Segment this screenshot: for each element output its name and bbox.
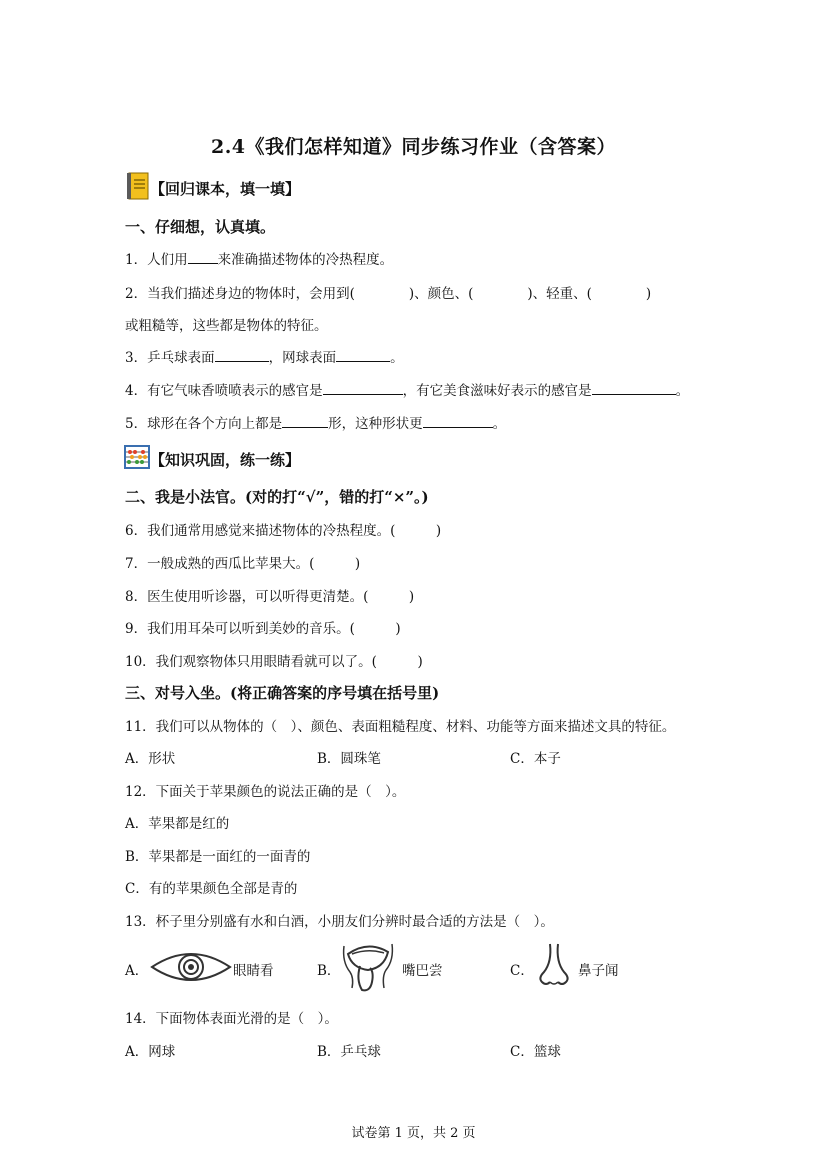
q13-option-c-prefix[interactable]: C． — [510, 963, 534, 979]
eye-icon — [150, 947, 232, 991]
page-title: 2.4《我们怎样知道》同步练习作业（含答案） — [210, 136, 617, 158]
question-11-stem: 11．我们可以从物体的（ ）、颜色、表面粗糙程度、材料、功能等方面来描述文具的特征。 — [125, 719, 676, 735]
q14-option-b[interactable]: B．乒乓球 — [317, 1044, 381, 1060]
question-7: 7．一般成熟的西瓜比苹果大。( ) — [125, 556, 361, 572]
page-footer: 试卷第 1 页，共 2 页 — [351, 1126, 476, 1141]
q14-option-a[interactable]: A．网球 — [125, 1044, 176, 1060]
q13-option-a-text: 眼睛看 — [233, 963, 274, 979]
q12-option-a[interactable]: A．苹果都是红的 — [125, 816, 230, 832]
q4-post: 。 — [675, 383, 690, 399]
question-2-line1: 2．当我们描述身边的物体时，会用到( )、颜色、( )、轻重、( ) — [125, 286, 652, 302]
question-12-stem: 12．下面关于苹果颜色的说法正确的是（ ）。 — [125, 784, 406, 800]
answer-blank[interactable] — [188, 249, 218, 264]
question-8: 8．医生使用听诊器，可以听得更清楚。( ) — [125, 589, 415, 605]
question-1 — [125, 248, 393, 268]
notebook-icon — [127, 172, 149, 204]
q11-option-a[interactable]: A．形状 — [125, 751, 176, 767]
part3-title: 三、对号入坐。(将正确答案的序号填在括号里) — [125, 684, 440, 702]
nose-icon — [534, 942, 574, 992]
q5-post: 。 — [492, 416, 507, 432]
q3-post: 。 — [390, 350, 404, 366]
q4-mid: ，有它美食滋味好表示的感官是 — [402, 383, 592, 399]
question-13-stem: 13．杯子里分别盛有水和白酒，小朋友们分辨时最合适的方法是（ ）。 — [125, 914, 554, 930]
q3-mid: ，网球表面 — [268, 350, 337, 366]
answer-blank[interactable] — [592, 380, 676, 395]
question-5 — [125, 412, 506, 432]
q14-option-c[interactable]: C．篮球 — [510, 1044, 561, 1060]
q13-option-b-text: 嘴巴尝 — [402, 963, 443, 979]
question-6: 6．我们通常用感觉来描述物体的冷热程度。( ) — [125, 523, 442, 539]
q1-post: 来准确描述物体的冷热程度。 — [217, 252, 394, 268]
question-9: 9．我们用耳朵可以听到美妙的音乐。( ) — [125, 621, 401, 637]
answer-blank[interactable] — [282, 413, 328, 428]
answer-blank[interactable] — [323, 380, 403, 395]
answer-blank[interactable] — [336, 347, 390, 362]
section1-header: 【回归课本，填一填】 — [150, 180, 301, 198]
question-3 — [125, 346, 404, 366]
answer-blank[interactable] — [423, 413, 493, 428]
part1-title: 一、仔细想，认真填。 — [125, 218, 276, 236]
part2-title: 二、我是小法官。(对的打“√”，错的打“×”。) — [125, 488, 429, 506]
q3-pre: 3．乒乓球表面 — [125, 350, 215, 366]
q1-pre: 1．人们用 — [125, 252, 188, 268]
q12-option-b[interactable]: B．苹果都是一面红的一面青的 — [125, 849, 311, 865]
q12-option-c[interactable]: C．有的苹果颜色全部是青的 — [125, 881, 298, 897]
q13-option-c-text: 鼻子闻 — [578, 963, 619, 979]
section2-header: 【知识巩固，练一练】 — [150, 451, 301, 469]
q5-mid: 形，这种形状更 — [328, 416, 423, 432]
question-2-line2: 或粗糙等，这些都是物体的特征。 — [125, 318, 328, 334]
q13-option-a-prefix[interactable]: A． — [125, 963, 149, 979]
question-10: 10．我们观察物体只用眼睛看就可以了。( ) — [125, 654, 423, 670]
question-4 — [125, 379, 689, 399]
answer-blank[interactable] — [215, 347, 269, 362]
q13-option-b-prefix[interactable]: B． — [317, 963, 341, 979]
mouth-tongue-icon — [340, 938, 396, 998]
q4-pre: 4．有它气味香喷喷表示的感官是 — [125, 383, 323, 399]
q5-pre: 5．球形在各个方向上都是 — [125, 416, 283, 432]
q11-option-b[interactable]: B．圆珠笔 — [317, 751, 381, 767]
question-14-stem: 14．下面物体表面光滑的是（ ）。 — [125, 1011, 338, 1027]
q11-option-c[interactable]: C．本子 — [510, 751, 561, 767]
abacus-icon — [124, 445, 150, 473]
